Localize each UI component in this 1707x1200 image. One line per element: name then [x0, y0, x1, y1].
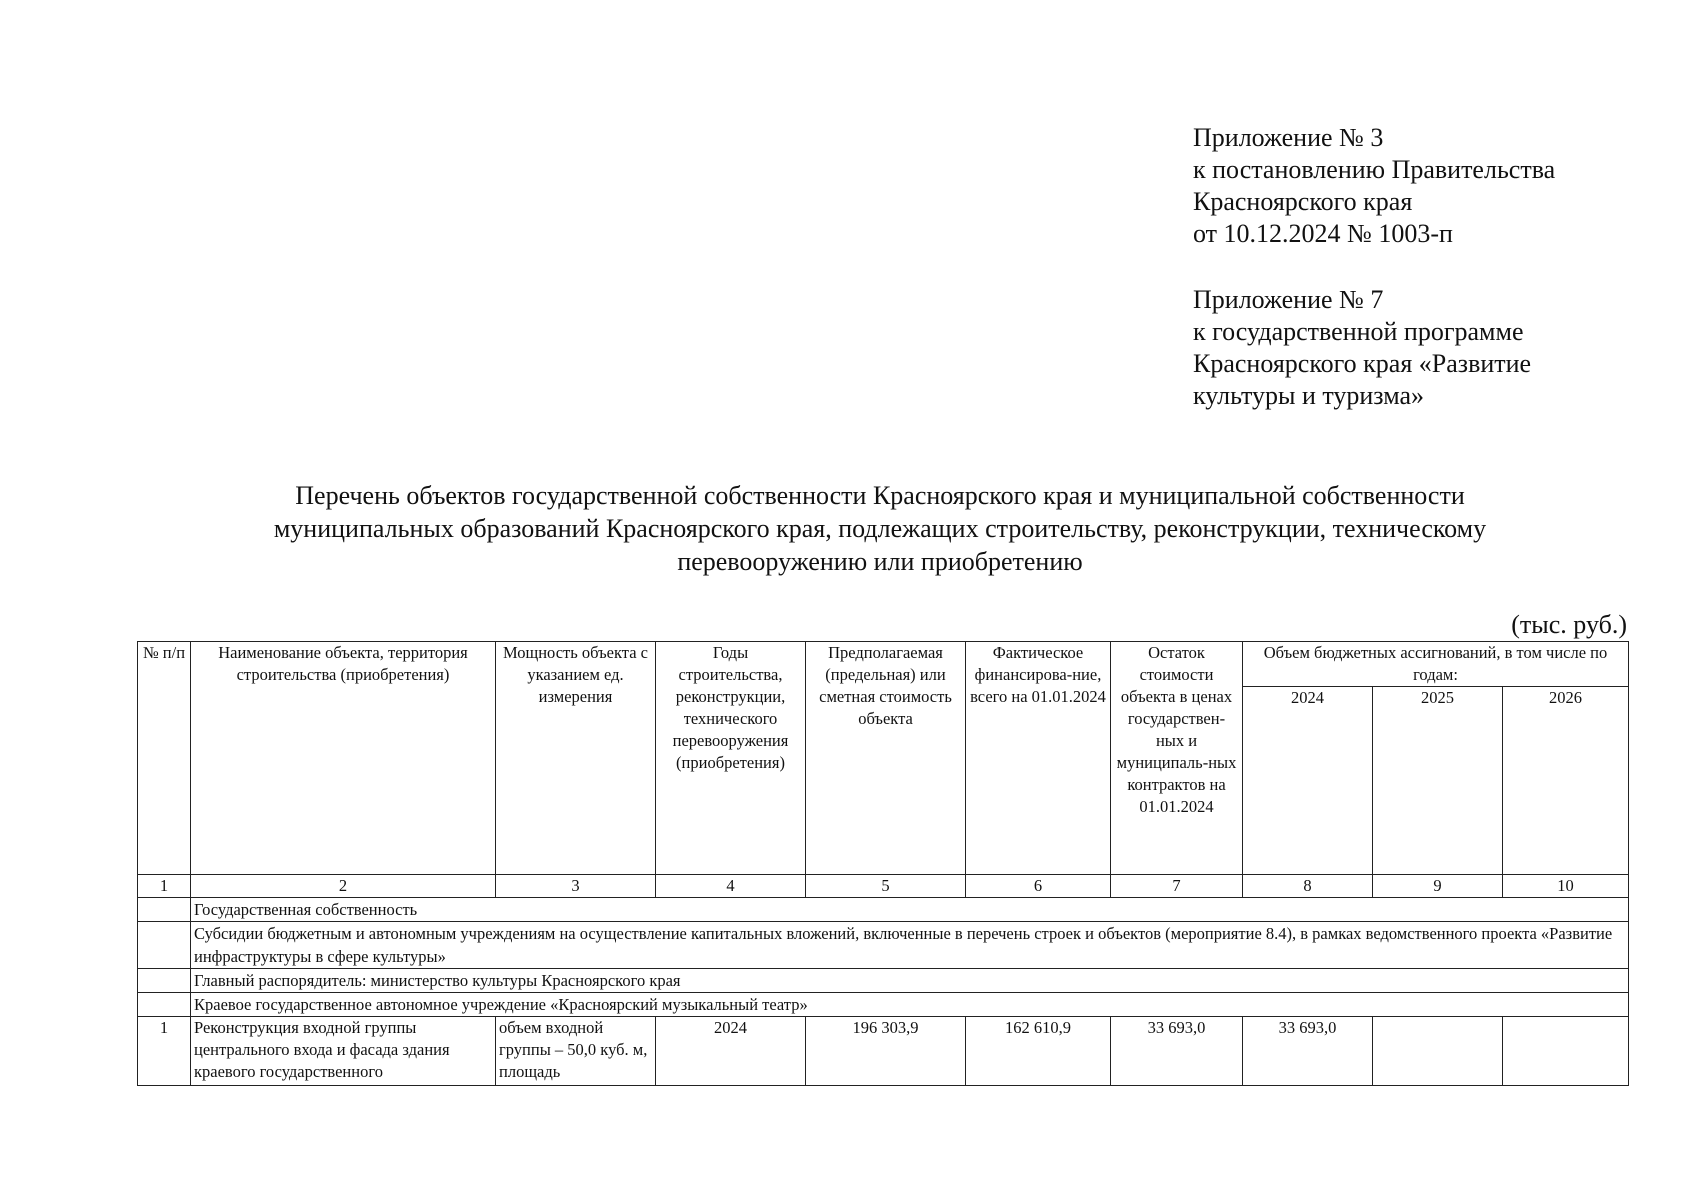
- header-budget: Объем бюджетных ассигнований, в том числе по годам:: [1243, 642, 1629, 687]
- column-number: 8: [1243, 875, 1373, 898]
- header-name: Наименование объекта, территория строительства (приобретения): [191, 642, 496, 875]
- row-2025: [1373, 1017, 1503, 1086]
- row-2026: [1503, 1017, 1629, 1086]
- row-remainder: 33 693,0: [1111, 1017, 1243, 1086]
- appendix-7-block: [1193, 284, 1673, 412]
- section-num-cell: [138, 922, 191, 969]
- appendix-3-block: [1193, 122, 1673, 250]
- units-label: (тыс. руб.): [1511, 610, 1627, 639]
- row-years: 2024: [656, 1017, 806, 1086]
- section-row: [138, 898, 1629, 922]
- header-years: Годы строительства, реконструкции, технического перевооружения (приобретения): [656, 642, 806, 875]
- objects-table: [137, 641, 1629, 1086]
- section-state-property: Государственная собственность: [191, 898, 1629, 922]
- section-num-cell: [138, 969, 191, 993]
- document-title: [180, 479, 1580, 578]
- row-actual: 162 610,9: [966, 1017, 1111, 1086]
- header-cost: Предполагаемая (предельная) или сметная стоимость объекта: [806, 642, 966, 875]
- header-year-2024: 2024: [1243, 687, 1373, 875]
- section-num-cell: [138, 993, 191, 1017]
- document-title-line-1: Перечень объектов государственной собственности Красноярского края и муниципальной собственности: [295, 481, 1465, 510]
- column-number: 6: [966, 875, 1111, 898]
- header-num: № п/п: [138, 642, 191, 875]
- row-2024: 33 693,0: [1243, 1017, 1373, 1086]
- appendix-7-line-4: культуры и туризма»: [1193, 381, 1425, 410]
- section-row: [138, 922, 1629, 969]
- appendix-3-line-1: Приложение № 3: [1193, 123, 1384, 152]
- header-row: [138, 642, 1629, 687]
- column-number-row: [138, 875, 1629, 898]
- appendix-3-line-4: от 10.12.2024 № 1003-п: [1193, 219, 1453, 248]
- column-number: 5: [806, 875, 966, 898]
- row-cost: 196 303,9: [806, 1017, 966, 1086]
- appendix-7-line-2: к государственной программе: [1193, 317, 1524, 346]
- section-subsidies: Субсидии бюджетным и автономным учреждениям на осуществление капитальных вложений, включенные в перечень строек и объектов (мероприятие 8.4), в рамках ведомственного проекта «Развитие инфраструктуры в сфере культуры»: [191, 922, 1629, 969]
- appendix-3-line-3: Красноярского края: [1193, 187, 1413, 216]
- row-num: 1: [138, 1017, 191, 1086]
- section-institution: Краевое государственное автономное учреждение «Красноярский музыкальный театр»: [191, 993, 1629, 1017]
- column-number: 7: [1111, 875, 1243, 898]
- section-row: [138, 993, 1629, 1017]
- row-capacity: объем входной группы – 50,0 куб. м, площадь: [496, 1017, 656, 1086]
- table-row: [138, 1017, 1629, 1086]
- appendix-7-line-1: Приложение № 7: [1193, 285, 1384, 314]
- column-number: 2: [191, 875, 496, 898]
- column-number: 4: [656, 875, 806, 898]
- appendix-7-line-3: Красноярского края «Развитие: [1193, 349, 1532, 378]
- appendix-3-line-2: к постановлению Правительства: [1193, 155, 1556, 184]
- header-year-2026: 2026: [1503, 687, 1629, 875]
- column-number: 1: [138, 875, 191, 898]
- header-capacity: Мощность объекта с указанием ед. измерения: [496, 642, 656, 875]
- document-title-line-2: муниципальных образований Красноярского края, подлежащих строительству, реконструкции, техническому: [273, 514, 1487, 543]
- column-number: 9: [1373, 875, 1503, 898]
- section-chief-administrator: Главный распорядитель: министерство культуры Красноярского края: [191, 969, 1629, 993]
- column-number: 3: [496, 875, 656, 898]
- header-actual: Фактическое финансирова-ние, всего на 01.01.2024: [966, 642, 1111, 875]
- section-num-cell: [138, 898, 191, 922]
- header-year-2025: 2025: [1373, 687, 1503, 875]
- column-number: 10: [1503, 875, 1629, 898]
- row-name: Реконструкция входной группы центрального входа и фасада здания краевого государственного: [191, 1017, 496, 1086]
- document-title-line-3: перевооружению или приобретению: [677, 547, 1083, 576]
- section-row: [138, 969, 1629, 993]
- header-remainder: Остаток стоимости объекта в ценах государствен-ных и муниципаль-ных контрактов на 01.01.2024: [1111, 642, 1243, 875]
